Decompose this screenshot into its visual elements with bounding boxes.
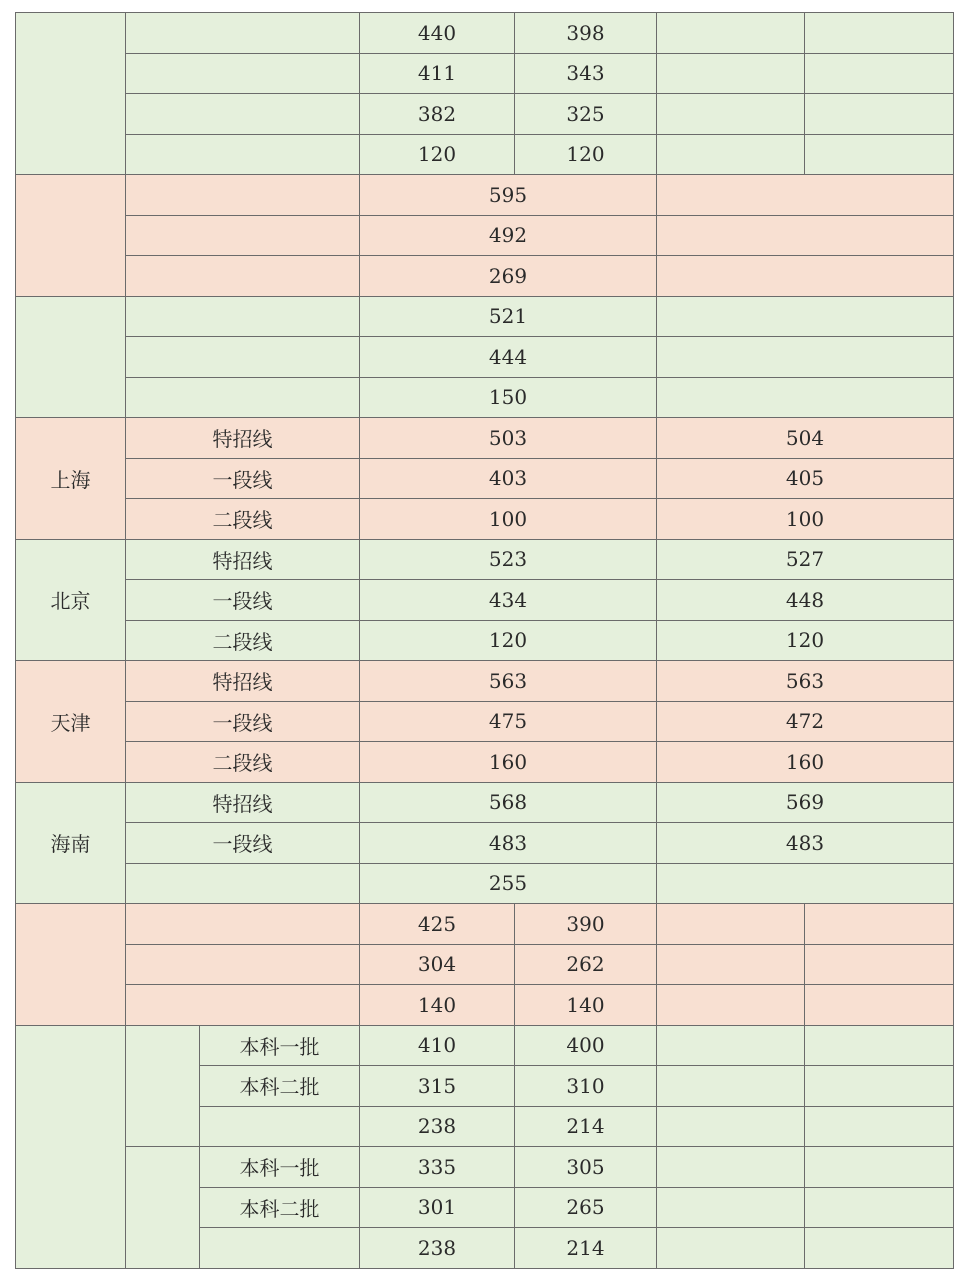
score-cell: [805, 904, 954, 945]
score-cell: 100: [657, 499, 954, 540]
batch-label-cell: 特招线: [126, 539, 360, 580]
score-cell: [657, 175, 954, 216]
score-cell: 315: [360, 1066, 515, 1107]
province-cell: [16, 1025, 126, 1268]
score-cell: 301: [360, 1187, 515, 1228]
score-cell: [657, 215, 954, 256]
score-cell: [657, 256, 954, 297]
batch-label-cell: [126, 296, 360, 337]
score-cell: 448: [657, 580, 954, 621]
score-cell: 140: [360, 985, 515, 1026]
batch-label-cell: 一段线: [126, 823, 360, 864]
table-row: [16, 701, 954, 742]
score-cell: 120: [515, 134, 657, 175]
score-cell: [805, 1187, 954, 1228]
score-cell: [805, 1106, 954, 1147]
score-cell: [657, 985, 805, 1026]
table-row: [16, 620, 954, 661]
score-cell: 595: [360, 175, 657, 216]
batch-label-cell: [126, 985, 360, 1026]
score-cell: 504: [657, 418, 954, 459]
score-cell: [805, 13, 954, 54]
batch-label-cell: 二段线: [126, 742, 360, 783]
score-cell: 483: [360, 823, 657, 864]
score-cell: 150: [360, 377, 657, 418]
score-cell: [657, 377, 954, 418]
score-cell: [805, 94, 954, 135]
batch-label-cell: 一段线: [126, 458, 360, 499]
batch-label-cell: [126, 53, 360, 94]
score-cell: 492: [360, 215, 657, 256]
group-cell: [126, 1025, 200, 1147]
score-cell: [657, 94, 805, 135]
score-cell: [657, 1228, 805, 1269]
score-cell: [657, 1025, 805, 1066]
score-cell: 269: [360, 256, 657, 297]
score-cell: 472: [657, 701, 954, 742]
batch-label-cell: [200, 1106, 360, 1147]
score-cell: [805, 1228, 954, 1269]
score-cell: [805, 134, 954, 175]
score-cell: 410: [360, 1025, 515, 1066]
table-row: [16, 53, 954, 94]
score-cell: 398: [515, 13, 657, 54]
table-row: [16, 134, 954, 175]
score-cell: 140: [515, 985, 657, 1026]
table-row: [16, 1025, 954, 1066]
batch-label-cell: [126, 13, 360, 54]
table-row: [16, 175, 954, 216]
score-table: [15, 12, 954, 1269]
table-row: [16, 256, 954, 297]
score-cell: [657, 1066, 805, 1107]
score-cell: [805, 1025, 954, 1066]
score-cell: 382: [360, 94, 515, 135]
batch-label-cell: [126, 863, 360, 904]
score-cell: 400: [515, 1025, 657, 1066]
score-cell: 390: [515, 904, 657, 945]
score-cell: 403: [360, 458, 657, 499]
score-cell: 563: [657, 661, 954, 702]
score-cell: [657, 53, 805, 94]
batch-label-cell: 本科一批: [200, 1025, 360, 1066]
batch-label-cell: 特招线: [126, 782, 360, 823]
province-cell: [16, 13, 126, 175]
score-cell: 425: [360, 904, 515, 945]
batch-label-cell: 二段线: [126, 499, 360, 540]
batch-label-cell: 一段线: [126, 701, 360, 742]
table-row: [16, 1147, 954, 1188]
score-cell: 214: [515, 1228, 657, 1269]
score-cell: [657, 904, 805, 945]
score-cell: 563: [360, 661, 657, 702]
score-cell: 568: [360, 782, 657, 823]
table-row: [16, 782, 954, 823]
batch-label-cell: [126, 337, 360, 378]
table-row: [16, 742, 954, 783]
province-cell: [16, 296, 126, 418]
score-cell: [657, 1147, 805, 1188]
score-cell: 120: [360, 620, 657, 661]
batch-label-cell: [126, 134, 360, 175]
batch-label-cell: 特招线: [126, 418, 360, 459]
batch-label-cell: 本科二批: [200, 1066, 360, 1107]
table-row: [16, 418, 954, 459]
score-cell: 310: [515, 1066, 657, 1107]
score-cell: 262: [515, 944, 657, 985]
score-cell: 335: [360, 1147, 515, 1188]
group-cell: [126, 1147, 200, 1269]
table-row: [16, 377, 954, 418]
province-cell: [16, 904, 126, 1026]
table-row: [16, 944, 954, 985]
score-cell: 120: [360, 134, 515, 175]
batch-label-cell: [126, 94, 360, 135]
batch-label-cell: [126, 944, 360, 985]
score-cell: 411: [360, 53, 515, 94]
batch-label-cell: [126, 215, 360, 256]
table-row: [16, 863, 954, 904]
table-row: [16, 296, 954, 337]
batch-label-cell: 本科一批: [200, 1147, 360, 1188]
score-cell: 343: [515, 53, 657, 94]
province-cell: 海南: [16, 782, 126, 904]
score-cell: 325: [515, 94, 657, 135]
table-row: [16, 539, 954, 580]
table-row: [16, 904, 954, 945]
score-cell: 238: [360, 1106, 515, 1147]
table-row: [16, 458, 954, 499]
score-cell: [805, 1147, 954, 1188]
province-cell: 天津: [16, 661, 126, 783]
score-cell: 503: [360, 418, 657, 459]
batch-label-cell: 本科二批: [200, 1187, 360, 1228]
score-cell: 527: [657, 539, 954, 580]
score-cell: 265: [515, 1187, 657, 1228]
score-cell: 475: [360, 701, 657, 742]
score-cell: 444: [360, 337, 657, 378]
score-cell: 483: [657, 823, 954, 864]
score-cell: [805, 985, 954, 1026]
score-cell: 521: [360, 296, 657, 337]
score-cell: 238: [360, 1228, 515, 1269]
score-cell: [657, 1106, 805, 1147]
score-cell: [657, 13, 805, 54]
batch-label-cell: [126, 904, 360, 945]
table-row: [16, 215, 954, 256]
batch-label-cell: [200, 1228, 360, 1269]
score-cell: 405: [657, 458, 954, 499]
province-cell: 北京: [16, 539, 126, 661]
score-cell: [805, 53, 954, 94]
batch-label-cell: [126, 377, 360, 418]
province-cell: [16, 175, 126, 297]
score-cell: [657, 944, 805, 985]
score-cell: 304: [360, 944, 515, 985]
score-cell: 569: [657, 782, 954, 823]
table-row: [16, 661, 954, 702]
score-cell: [657, 296, 954, 337]
score-cell: 305: [515, 1147, 657, 1188]
table-row: [16, 499, 954, 540]
score-cell: 100: [360, 499, 657, 540]
score-cell: [657, 863, 954, 904]
score-cell: [805, 1066, 954, 1107]
score-cell: [657, 337, 954, 378]
table-row: [16, 580, 954, 621]
score-cell: 434: [360, 580, 657, 621]
score-cell: [657, 1187, 805, 1228]
score-cell: 160: [360, 742, 657, 783]
score-cell: 120: [657, 620, 954, 661]
score-cell: [805, 944, 954, 985]
batch-label-cell: 二段线: [126, 620, 360, 661]
score-cell: 255: [360, 863, 657, 904]
table-row: [16, 337, 954, 378]
batch-label-cell: [126, 256, 360, 297]
score-cell: 440: [360, 13, 515, 54]
table-row: [16, 13, 954, 54]
score-cell: 214: [515, 1106, 657, 1147]
table-row: [16, 985, 954, 1026]
score-cell: 160: [657, 742, 954, 783]
batch-label-cell: [126, 175, 360, 216]
score-cell: 523: [360, 539, 657, 580]
table-row: [16, 94, 954, 135]
batch-label-cell: 特招线: [126, 661, 360, 702]
province-cell: 上海: [16, 418, 126, 540]
table-row: [16, 823, 954, 864]
batch-label-cell: 一段线: [126, 580, 360, 621]
score-cell: [657, 134, 805, 175]
